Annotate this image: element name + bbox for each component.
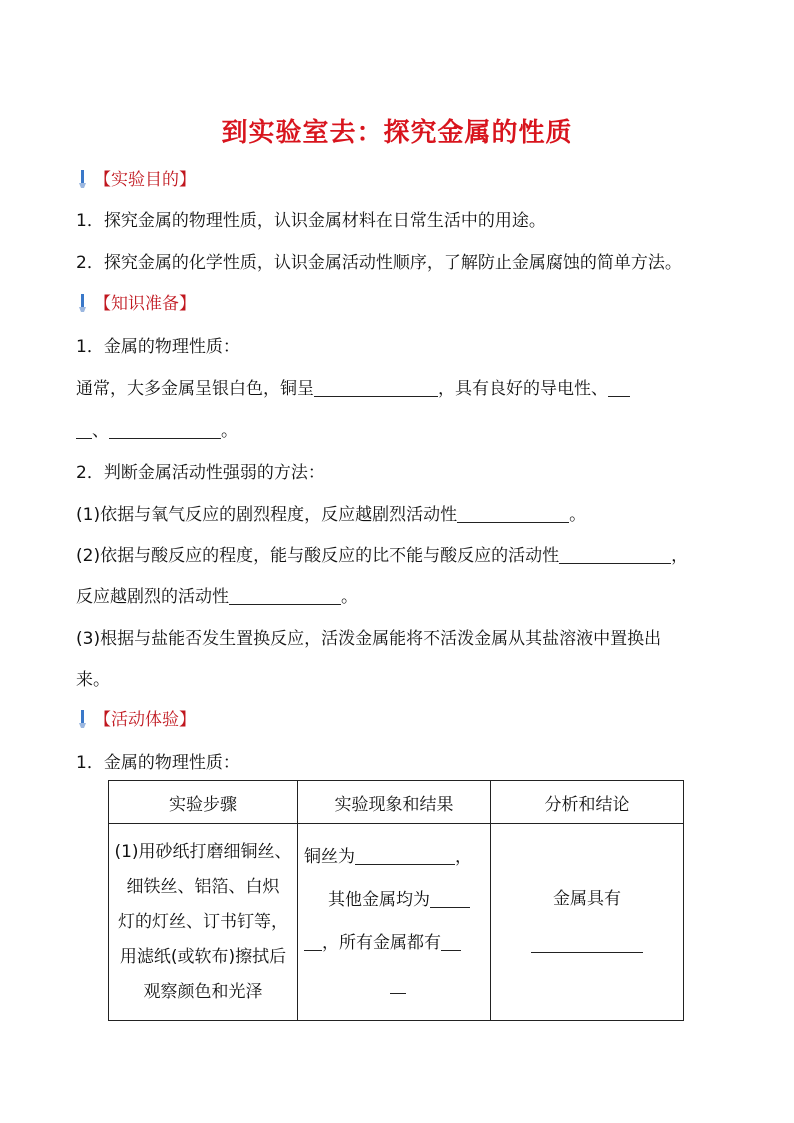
result-cell bbox=[298, 824, 491, 1021]
method-3-line2: 来。 bbox=[76, 670, 110, 690]
section-heading-knowledge: 【知识准备】 bbox=[76, 292, 196, 316]
knowledge-line-a: 通常，大多金属呈银白色，铜呈 ，具有良好的导电性、 bbox=[76, 376, 630, 402]
answer-blank[interactable] bbox=[304, 932, 322, 951]
step-line: 观察颜色和光泽 bbox=[143, 981, 263, 1002]
purpose-item-2: 2．探究金属的化学性质，认识金属活动性顺序，了解防止金属腐蚀的简单方法。 bbox=[76, 253, 682, 273]
table-header-cell: 实验步骤 bbox=[109, 781, 298, 824]
result-line: 铜丝为 ， bbox=[304, 847, 473, 867]
step-line: 灯的灯丝、订书钉等， bbox=[118, 911, 289, 932]
knowledge-line-b: 、 。 bbox=[76, 418, 238, 444]
purpose-item-1: 1．探究金属的物理性质，认识金属材料在日常生活中的用途。 bbox=[76, 211, 546, 231]
method-1: (1)依据与氧气反应的剧烈程度，反应越剧烈活动性 。 bbox=[76, 505, 587, 525]
pin-icon bbox=[76, 293, 90, 313]
method-2: (2)依据与酸反应的程度，能与酸反应的比不能与酸反应的活动性 ， bbox=[76, 546, 689, 566]
method-2-cont: 反应越剧烈的活动性 。 bbox=[76, 587, 358, 607]
answer-blank[interactable] bbox=[608, 378, 630, 397]
answer-blank[interactable] bbox=[229, 586, 341, 605]
conclusion-text: 金属具有 bbox=[553, 889, 622, 909]
answer-blank[interactable] bbox=[390, 975, 406, 994]
knowledge-item-2: 2．判断金属活动性强弱的方法： bbox=[76, 463, 325, 483]
answer-blank[interactable] bbox=[314, 378, 438, 397]
result-line: 其他金属均为 bbox=[304, 879, 484, 922]
table-header-row bbox=[109, 781, 684, 824]
answer-blank[interactable] bbox=[76, 420, 92, 439]
answer-blank[interactable] bbox=[430, 889, 470, 908]
result-line bbox=[304, 965, 484, 1008]
table-header-cell: 分析和结论 bbox=[491, 781, 684, 824]
method-3-line1: (3)根据与盐能否发生置换反应，活泼金属能将不活泼金属从其盐溶液中置换出 bbox=[76, 629, 662, 649]
step-line: (1)用砂纸打磨细铜丝、 bbox=[114, 841, 292, 862]
table-row bbox=[109, 824, 684, 1021]
pin-icon bbox=[76, 169, 90, 189]
result-line: ，所有金属都有 bbox=[304, 922, 484, 965]
section-heading-activity: 【活动体验】 bbox=[76, 708, 196, 732]
section-heading-purpose: 【实验目的】 bbox=[76, 168, 196, 192]
step-cell bbox=[109, 824, 298, 1021]
conclusion-cell bbox=[491, 824, 684, 1021]
pin-icon bbox=[76, 709, 90, 729]
answer-blank[interactable] bbox=[457, 504, 569, 523]
page-title: 到实验室去：探究金属的性质 bbox=[221, 118, 573, 148]
conclusion-blank-line bbox=[491, 922, 683, 968]
answer-blank[interactable] bbox=[355, 846, 455, 865]
answer-blank[interactable] bbox=[441, 932, 461, 951]
answer-blank[interactable] bbox=[531, 934, 643, 953]
answer-blank[interactable] bbox=[559, 545, 671, 564]
table-header-cell: 实验现象和结果 bbox=[298, 781, 491, 824]
step-line: 细铁丝、铝箔、白炽 bbox=[126, 876, 280, 897]
step-line: 用滤纸(或软布)擦拭后 bbox=[119, 946, 287, 967]
knowledge-item-1: 1．金属的物理性质： bbox=[76, 337, 240, 357]
activity-item-1: 1．金属的物理性质： bbox=[76, 753, 240, 773]
experiment-table bbox=[108, 780, 684, 1021]
answer-blank[interactable] bbox=[109, 420, 221, 439]
